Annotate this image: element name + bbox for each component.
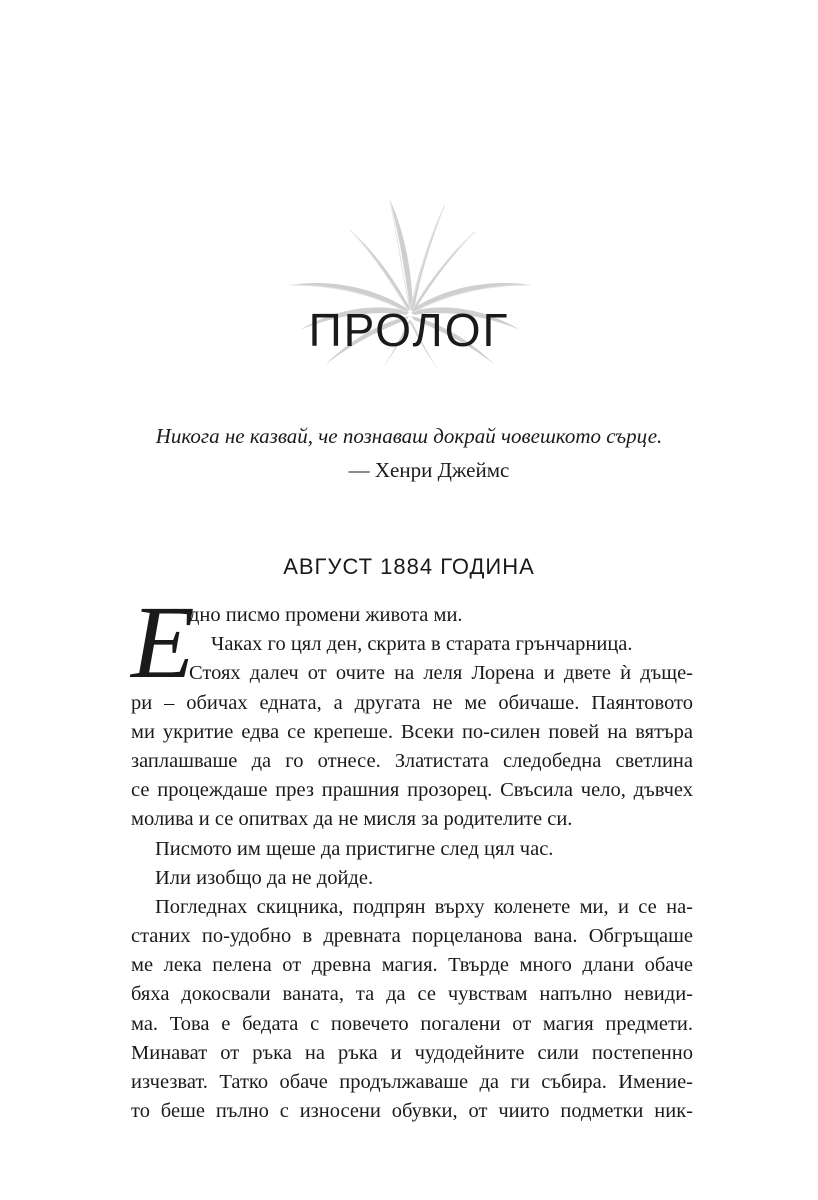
epigraph-quote: Никога не казвай, че познаваш докрай човешкото сърце. bbox=[155, 424, 663, 448]
text-line: станих по-удобно в древната порцеланова вана. Обгръщаше bbox=[131, 925, 693, 948]
body-text bbox=[131, 601, 693, 1126]
text-line: дно писмо промени живота ми. bbox=[189, 604, 463, 626]
text-line: ри – обичах едната, а другата не ме обичаше. Паянтовото bbox=[131, 691, 693, 714]
text-line: заплашваше да го отнесе. Златистата следобедна светлина bbox=[131, 749, 693, 772]
text-line: ме лека пелена от древна магия. Твърде много длани обаче bbox=[131, 954, 693, 977]
text-line: се процеждаше през прашния прозорец. Свъсила чело, дъвчех bbox=[131, 779, 693, 802]
chapter-title: ПРОЛОГ bbox=[308, 304, 510, 356]
text-line: Погледнах скицника, подпрян върху коленете ми, и се на- bbox=[155, 895, 693, 918]
text-line: Стоях далеч от очите на леля Лорена и двете ѝ дъще- bbox=[189, 662, 693, 685]
text-line: изчезват. Татко обаче продължаваше да ги събира. Имение- bbox=[131, 1071, 693, 1093]
text-line: бяха докосвали ваната, та да се чувствам напълно невиди- bbox=[131, 983, 693, 1006]
text-line: то беше пълно с износени обувки, от чиито подметки ник- bbox=[131, 1100, 693, 1123]
text-line: ми укритие едва се крепеше. Всеки по-силен повей на вятъра bbox=[131, 720, 693, 743]
text-line: Писмото им щеше да пристигне след цял час. bbox=[155, 837, 554, 860]
text-line: Или изобщо да не дойде. bbox=[155, 866, 374, 889]
drop-cap: Е bbox=[131, 585, 195, 700]
epigraph-author: — Хенри Джеймс bbox=[348, 458, 510, 482]
text-line: Минават от ръка на ръка и чудодейните сили постепенно bbox=[131, 1041, 693, 1064]
text-line: Чаках го цял ден, скрита в старата грънчарница. bbox=[211, 633, 633, 656]
text-line: молива и се опитвах да не мисля за родителите си. bbox=[131, 808, 573, 831]
section-heading: АВГУСТ 1884 ГОДИНА bbox=[283, 554, 535, 579]
text-line: ма. Това е бедата с повечето погалени от магия предмети. bbox=[131, 1012, 693, 1035]
